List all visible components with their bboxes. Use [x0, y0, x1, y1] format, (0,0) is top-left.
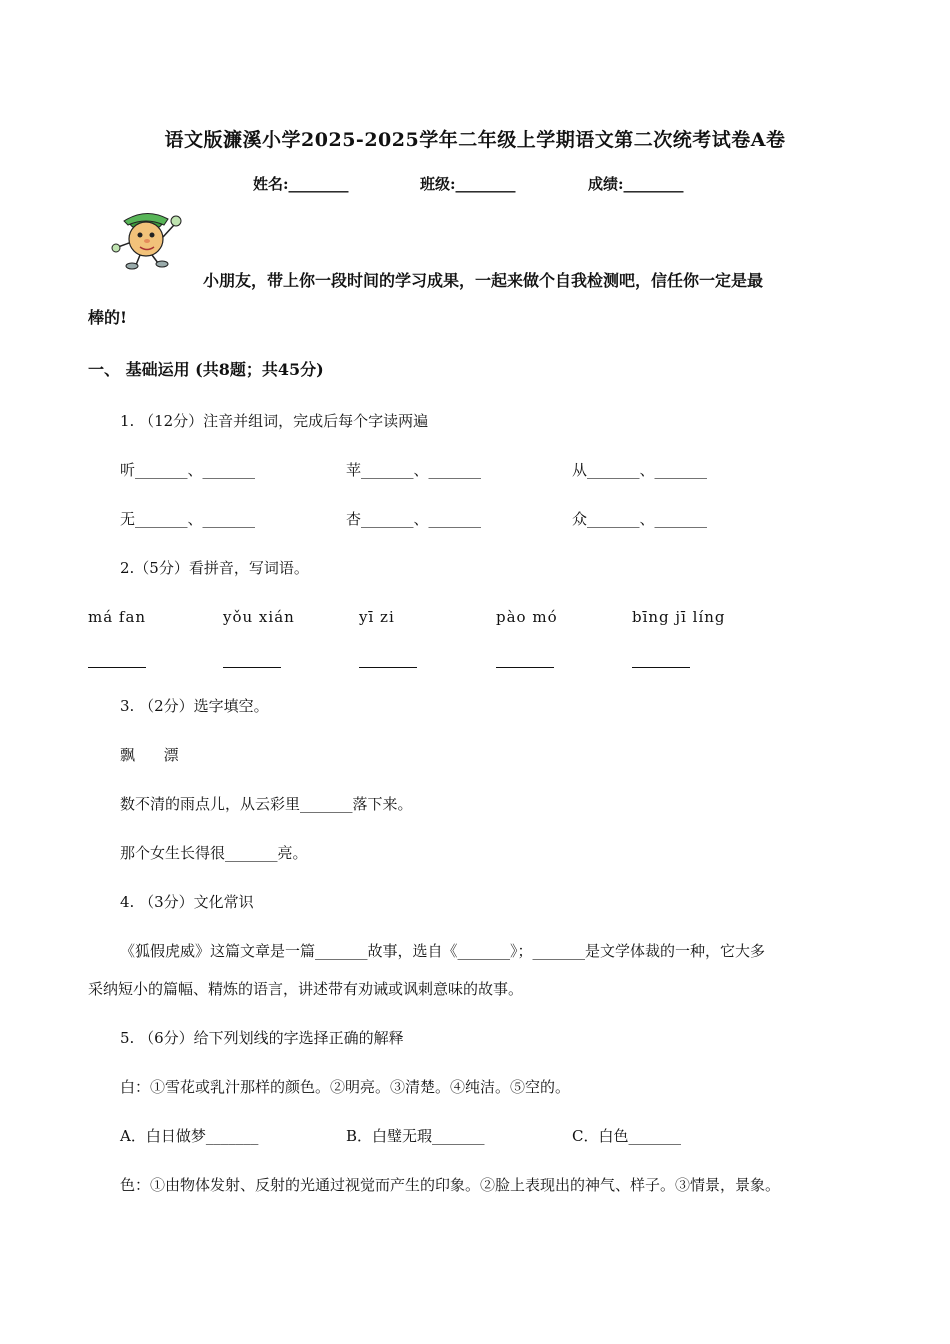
score-field: 成绩:________: [588, 175, 684, 193]
q1-item: 众_______、_______: [572, 510, 708, 528]
answer-line: [88, 667, 146, 668]
name-field: 姓名:________: [253, 175, 349, 193]
pinyin-item: pào mó: [496, 608, 558, 626]
intro-line-2: 棒的!: [88, 308, 128, 327]
q1-item: 苹_______、_______: [346, 461, 482, 479]
page-title: 语文版濂溪小学2025-2025学年二年级上学期语文第二次统考试卷A卷: [164, 129, 786, 151]
question-3-stem: 3. （2分）选字填空。: [120, 697, 269, 715]
q5-option-b: B．白璧无瑕_______: [346, 1127, 485, 1145]
section-heading: 一、 基础运用 (共8题；共45分): [88, 360, 324, 379]
q4-line-2: 采纳短小的篇幅、精炼的语言，讲述带有劝诫或讽刺意味的故事。: [88, 980, 524, 998]
question-2-stem: 2.（5分）看拼音，写词语。: [120, 559, 309, 577]
answer-line: [359, 667, 417, 668]
q3-char-options: 飘 漂: [120, 746, 179, 764]
question-4-stem: 4. （3分）文化常识: [120, 893, 254, 911]
q1-item: 从_______、_______: [572, 461, 708, 479]
q5-option-c: C．白色_______: [572, 1127, 681, 1145]
q5-option-a: A．白日做梦_______: [120, 1127, 259, 1145]
q1-item: 听_______、_______: [120, 461, 256, 479]
question-5-stem: 5. （6分）给下列划线的字选择正确的解释: [120, 1029, 404, 1047]
question-1-stem: 1. （12分）注音并组词，完成后每个字读两遍: [120, 412, 429, 430]
mascot-illustration: [106, 203, 186, 271]
pinyin-item: yǒu xián: [223, 608, 295, 626]
pinyin-item: má fan: [88, 608, 147, 626]
pinyin-item: yī zi: [359, 608, 395, 626]
answer-line: [223, 667, 281, 668]
q5-se-definitions: 色：①由物体发射、反射的光通过视觉而产生的印象。②脸上表现出的神气、样子。③情景，景象。: [120, 1176, 781, 1194]
class-field: 班级:________: [420, 175, 516, 193]
q3-sentence-1: 数不清的雨点儿，从云彩里_______落下来。: [120, 795, 413, 813]
q5-bai-definitions: 白：①雪花或乳汁那样的颜色。②明亮。③清楚。④纯洁。⑤空的。: [120, 1078, 571, 1096]
answer-line: [632, 667, 690, 668]
q1-item: 杏_______、_______: [346, 510, 482, 528]
pinyin-item: bīng jī líng: [632, 608, 726, 626]
q1-item: 无_______、_______: [120, 510, 256, 528]
q4-line-1: 《狐假虎威》这篇文章是一篇_______故事，选自《_______》；_______是文学体裁的一种，它大多: [120, 942, 766, 960]
answer-line: [496, 667, 554, 668]
intro-line-1: 小朋友，带上你一段时间的学习成果，一起来做个自我检测吧，信任你一定是最: [203, 271, 764, 290]
q3-sentence-2: 那个女生长得很_______亮。: [120, 844, 308, 862]
